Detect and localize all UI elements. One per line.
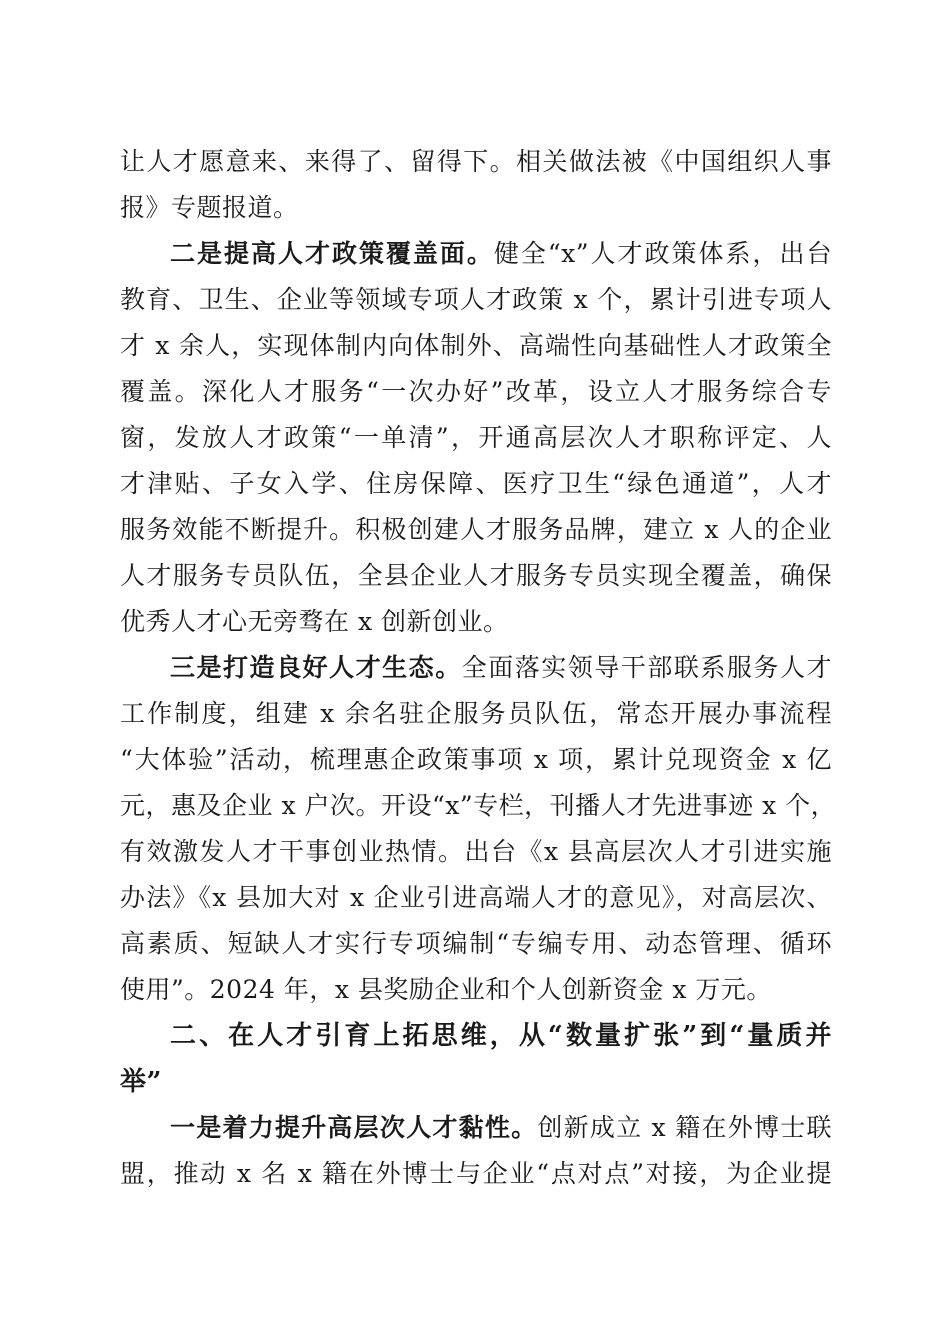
paragraph-2-line-1 [170,232,832,276]
section-heading-line-1: 二、在人才引育上拓思维，从“数量扩张”到“量质并 [170,1021,832,1051]
paragraph-2-lead: 二是提高人才政策覆盖面。 [170,239,494,268]
paragraph-3-lead: 三是打造良好人才生态。 [170,653,462,682]
paragraph-3-line-7: 高素质、短缺人才实行专项编制“专编专用、动态管理、循环 [120,929,832,958]
paragraph-3-line-2: 工作制度，组建 x 余名驻企服务员队伍，常态开展办事流程 [120,699,832,728]
paragraph-3-line-1-text: 全面落实领导干部联系服务人才 [461,653,832,682]
paragraph-2-line-4: 覆盖。深化人才服务“一次办好”改革，设立人才服务综合专 [120,377,832,406]
paragraph-3-line-8: 使用”。2024 年，x 县奖励企业和个人创新资金 x 万元。 [120,975,772,1004]
paragraph-4-line-1-text: 创新成立 x 籍在外博士联 [537,1113,832,1142]
paragraph-3-line-5: 有效激发人才干事创业热情。出台《x 县高层次人才引进实施 [120,837,832,866]
paragraph-3-line-1 [170,646,832,690]
paragraph-1-line-1: 让人才愿意来、来得了、留得下。相关做法被《中国组织人事 [120,147,832,176]
paragraph-3-line-6: 办法》《x 县加大对 x 企业引进高端人才的意见》，对高层次、 [120,883,832,912]
paragraph-2-line-9: 优秀人才心无旁骛在 x 创新创业。 [120,607,509,636]
paragraph-2-line-7: 服务效能不断提升。积极创建人才服务品牌，建立 x 人的企业 [120,515,832,544]
paragraph-4-line-2: 盟，推动 x 名 x 籍在外博士与企业“点对点”对接，为企业提 [120,1159,832,1188]
paragraph-4-line-1 [170,1106,832,1150]
paragraph-2-line-8: 人才服务专员队伍，全县企业人才服务专员实现全覆盖，确保 [120,561,832,590]
paragraph-2-line-2: 教育、卫生、企业等领域专项人才政策 x 个，累计引进专项人 [120,285,832,314]
paragraph-4-lead: 一是着力提升高层次人才黏性。 [170,1113,538,1142]
paragraph-1-line-2: 报》专题报道。 [120,193,299,222]
paragraph-2-line-6: 才津贴、子女入学、住房保障、医疗卫生“绿色通道”，人才 [120,469,832,498]
paragraph-2-line-3: 才 x 余人，实现体制内向体制外、高端性向基础性人才政策全 [120,331,832,360]
section-heading-line-2: 举” [120,1067,162,1097]
paragraph-3-line-4: 元，惠及企业 x 户次。开设“x”专栏，刊播人才先进事迹 x 个， [120,791,837,820]
paragraph-2-line-1-text: 健全“x”人才政策体系，出台 [493,239,832,268]
paragraph-3-line-3: “大体验”活动，梳理惠企政策事项 x 项，累计兑现资金 x 亿 [120,745,832,774]
paragraph-2-line-5: 窗，发放人才政策“一单清”，开通高层次人才职称评定、人 [120,423,832,452]
